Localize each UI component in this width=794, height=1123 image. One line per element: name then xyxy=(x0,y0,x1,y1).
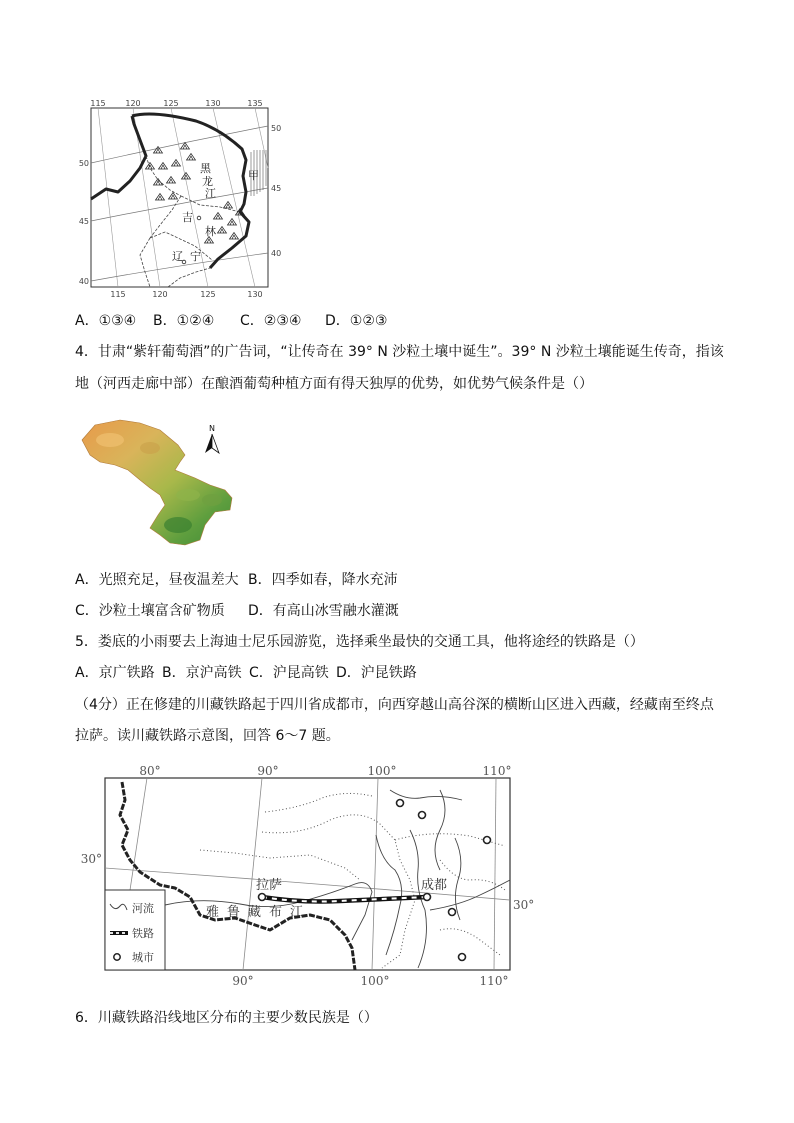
q5-option-b[interactable]: B．京沪高铁 xyxy=(162,665,242,681)
map-frame xyxy=(105,778,510,970)
q4-option-d[interactable]: D．有高山冰雪融水灌溉 xyxy=(248,603,399,619)
lon-bottom-115: 115 xyxy=(110,290,126,299)
q4-stem-line2: 地（河西走廊中部）在酿酒葡萄种植方面有得天独厚的优势，如优势气候条件是（） xyxy=(75,376,593,392)
legend-city-label: 城市 xyxy=(132,951,154,964)
north-arrow-left-half xyxy=(205,434,212,453)
map-legend xyxy=(105,890,165,970)
lon-top-110: 110° xyxy=(482,764,512,778)
city-chengdu xyxy=(424,894,431,901)
label-lhasa: 拉萨 xyxy=(256,878,283,893)
q4-option-a[interactable]: A．光照充足，昼夜温差大 xyxy=(75,572,239,588)
terrain-patch xyxy=(164,517,192,533)
north-label: N xyxy=(209,424,215,433)
label-hei: 黑 xyxy=(200,162,211,175)
q3-option-a[interactable]: A．①③④ xyxy=(75,313,137,329)
q5-option-d[interactable]: D．沪昆铁路 xyxy=(336,665,417,681)
lat-right-30: 30° xyxy=(513,898,535,912)
lon-bottom-130: 130 xyxy=(247,290,263,299)
lon-top-130: 130 xyxy=(205,99,221,108)
label-chengdu: 成都 xyxy=(421,878,448,893)
terrain-patch xyxy=(202,494,222,506)
q3-option-b[interactable]: B．①②④ xyxy=(153,313,215,329)
terrain-patch xyxy=(140,442,160,454)
lon-bottom-100: 100° xyxy=(360,974,390,988)
lon-top-115: 115 xyxy=(90,99,106,108)
q5-stem: 5．娄底的小雨要去上海迪士尼乐园游览，选择乘坐最快的交通工具，他将途经的铁路是（） xyxy=(75,634,644,650)
lat-right-40: 40 xyxy=(271,249,282,258)
q4-option-c[interactable]: C．沙粒土壤富含矿物质 xyxy=(75,603,225,619)
lat-left-50: 50 xyxy=(78,159,89,168)
lon-top-80: 80° xyxy=(139,764,161,778)
legend-river-label: 河流 xyxy=(132,902,154,915)
label-ji: 吉 xyxy=(182,211,193,224)
city-lhasa xyxy=(259,894,266,901)
city-marker xyxy=(397,800,404,807)
label-lin: 林 xyxy=(205,225,216,238)
legend-railway-label: 铁路 xyxy=(132,927,154,940)
gansu-map xyxy=(75,410,240,550)
label-long: 龙 xyxy=(202,175,213,188)
lon-bottom-110: 110° xyxy=(479,974,509,988)
q5-option-c[interactable]: C．沪昆高铁 xyxy=(249,665,329,681)
lon-top-100: 100° xyxy=(367,764,397,778)
lat-left-40: 40 xyxy=(78,277,89,286)
northeast-china-map xyxy=(70,95,290,305)
north-arrow-right-half xyxy=(212,434,219,453)
lon-top-125: 125 xyxy=(163,99,179,108)
q6-7-intro-line1: （4分）正在修建的川藏铁路起于四川省成都市，向西穿越山高谷深的横断山区进入西藏，经藏南至终点 xyxy=(75,697,714,713)
lat-right-50: 50 xyxy=(271,124,282,133)
q6-7-intro-line2: 拉萨。读川藏铁路示意图，回答 6～7 题。 xyxy=(75,728,340,744)
lon-bottom-120: 120 xyxy=(152,290,168,299)
q5-option-a[interactable]: A．京广铁路 xyxy=(75,665,155,681)
city-marker xyxy=(449,909,456,916)
terrain-patch xyxy=(96,433,124,447)
lon-bottom-90: 90° xyxy=(232,974,254,988)
q3-option-c[interactable]: C．②③④ xyxy=(240,313,302,329)
city-marker xyxy=(484,837,491,844)
q3-option-d[interactable]: D．①②③ xyxy=(325,313,388,329)
label-ning: 宁 xyxy=(190,250,201,263)
lon-top-120: 120 xyxy=(125,99,141,108)
north-arrow-icon xyxy=(205,434,219,453)
label-yarlung-tsangpo: 雅鲁藏布江 xyxy=(206,905,312,920)
label-jiang: 江 xyxy=(205,187,216,200)
city-marker xyxy=(419,812,426,819)
lon-top-90: 90° xyxy=(257,764,279,778)
q4-option-b[interactable]: B．四季如春，降水充沛 xyxy=(248,572,398,588)
sichuan-tibet-railway-map xyxy=(70,760,545,992)
label-liao: 辽 xyxy=(172,250,183,263)
city-marker xyxy=(459,954,466,961)
city-dot xyxy=(197,216,201,220)
lat-right-45: 45 xyxy=(271,184,282,193)
label-jia: 甲 xyxy=(248,169,259,182)
lat-left-30: 30° xyxy=(80,852,102,866)
terrain-patch xyxy=(176,489,200,501)
lon-bottom-125: 125 xyxy=(200,290,216,299)
lon-top-135: 135 xyxy=(247,99,263,108)
q6-stem: 6．川藏铁路沿线地区分布的主要少数民族是（） xyxy=(75,1010,378,1026)
legend-city-sample xyxy=(114,954,120,960)
q4-stem-line1: 4．甘肃“紫轩葡萄酒”的广告词，“让传奇在 39° N 沙粒土壤中诞生”。39° N 沙粒土壤能诞生传奇，指该 xyxy=(75,344,724,360)
lat-left-45: 45 xyxy=(78,217,89,226)
